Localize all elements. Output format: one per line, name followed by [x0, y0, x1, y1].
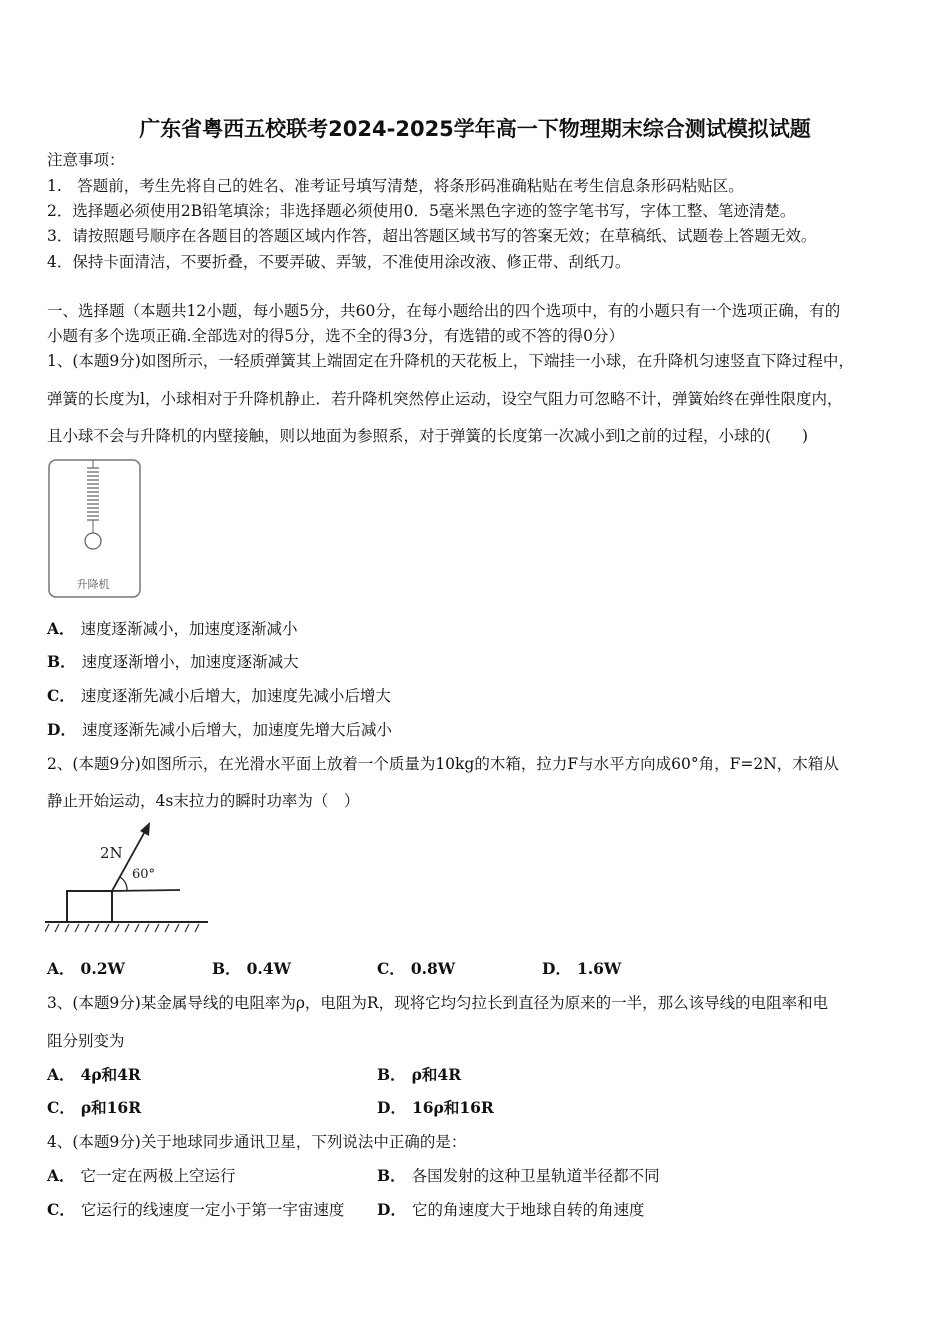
option-c[interactable] [47, 686, 391, 706]
option-text: 速度逐渐减小，加速度逐渐减小 [80, 620, 298, 638]
notice-heading: 注意事项： [47, 151, 125, 169]
question-1-text: 1、(本题9分)如图所示，一轻质弹簧其上端固定在升降机的天花板上，下端挂一小球，在升降机匀速竖直下降过程中， [47, 352, 854, 370]
option-text: 速度逐渐先减小后增大，加速度先减小后增大 [80, 687, 391, 705]
option-text: 0.4W [246, 959, 291, 978]
option-key: B． [47, 652, 76, 671]
option-key: B． [212, 959, 241, 978]
option-text: 0.8W [410, 959, 456, 978]
option-d[interactable] [377, 1098, 494, 1118]
option-key: C． [47, 686, 75, 705]
option-key: B． [377, 1065, 406, 1084]
option-a[interactable] [47, 1065, 141, 1085]
option-key: A． [47, 959, 75, 978]
elevator-spring-figure [47, 458, 143, 600]
question-1-text: 且小球不会与升降机的内壁接触，则以地面为参照系，对于弹簧的长度第一次减小到l之前的过程，小球的( ) [47, 427, 809, 445]
option-key: D． [542, 959, 571, 978]
option-a[interactable] [47, 959, 125, 979]
option-key: A． [47, 1065, 75, 1084]
option-text: 1.6W [576, 959, 622, 978]
option-c[interactable] [47, 1200, 344, 1220]
option-text: 速度逐渐先减小后增大，加速度先增大后减小 [81, 721, 392, 739]
question-1-text: 弹簧的长度为l，小球相对于升降机静止．若升降机突然停止运动，设空气阻力可忽略不计，弹簧始终在弹性限度内， [47, 390, 843, 408]
option-a[interactable] [47, 619, 298, 639]
option-key: D． [377, 1200, 406, 1219]
page-title: 广东省粤西五校联考2024-2025学年高一下物理期末综合测试模拟试题 [139, 117, 811, 141]
option-b[interactable] [212, 959, 291, 979]
option-key: C． [47, 1200, 75, 1219]
question-4-text: 4、(本题9分)关于地球同步通讯卫星，下列说法中正确的是： [47, 1133, 467, 1151]
notice-item: 4．保持卡面清洁，不要折叠，不要弄破、弄皱，不准使用涂改液、修正带、刮纸刀。 [47, 253, 631, 271]
option-b[interactable] [377, 1166, 660, 1186]
box-force-figure [45, 820, 210, 935]
option-d[interactable] [377, 1200, 644, 1220]
notice-item: 1. 答题前，考生先将自己的姓名、准考证号填写清楚，将条形码准确粘贴在考生信息条形码粘贴区。 [47, 177, 744, 195]
option-text: 4ρ和4R [80, 1065, 141, 1084]
option-key: D． [377, 1098, 406, 1117]
section-heading: 一、选择题（本题共12小题，每小题5分，共60分，在每小题给出的四个选项中，有的小题只有一个选项正确，有的 [47, 302, 841, 320]
option-b[interactable] [47, 652, 299, 672]
option-text: ρ和4R [411, 1065, 462, 1084]
option-key: A． [47, 619, 75, 638]
option-key: C． [47, 1098, 75, 1117]
option-text: 它运行的线速度一定小于第一宇宙速度 [80, 1201, 345, 1219]
option-text: ρ和16R [80, 1098, 142, 1117]
option-text: 各国发射的这种卫星轨道半径都不同 [411, 1167, 660, 1185]
option-c[interactable] [377, 959, 455, 979]
question-3-text: 阻分别变为 [47, 1032, 125, 1050]
option-b[interactable] [377, 1065, 461, 1085]
section-heading: 小题有多个选项正确.全部选对的得5分，选不全的得3分，有选错的或不答的得0分） [47, 327, 625, 345]
question-3-text: 3、(本题9分)某金属导线的电阻率为ρ，电阻为R，现将它均匀拉长到直径为原来的一半，那么该导线的电阻率和电 [47, 994, 829, 1012]
angle-label: 60° [132, 867, 156, 882]
option-d[interactable] [542, 959, 621, 979]
option-key: D． [47, 720, 76, 739]
option-a[interactable] [47, 1166, 236, 1186]
figure-label: 升降机 [76, 578, 110, 591]
option-text: 它的角速度大于地球自转的角速度 [411, 1201, 645, 1219]
option-text: 它一定在两极上空运行 [80, 1167, 236, 1185]
option-text: 0.2W [80, 959, 125, 978]
question-2-text: 2、(本题9分)如图所示，在光滑水平面上放着一个质量为10kg的木箱，拉力F与水平方向成60°角，F=2N，木箱从 [47, 755, 839, 773]
notice-item: 3．请按照题号顺序在各题目的答题区域内作答，超出答题区域书写的答案无效；在草稿纸、试题卷上答题无效。 [47, 227, 817, 245]
option-text: 速度逐渐增小，加速度逐渐减大 [81, 653, 299, 671]
notice-item: 2．选择题必须使用2B铅笔填涂；非选择题必须使用0．5毫米黑色字迹的签字笔书写，字体工整、笔迹清楚。 [47, 202, 796, 220]
option-key: A． [47, 1166, 75, 1185]
option-d[interactable] [47, 720, 392, 740]
force-label: 2N [100, 844, 123, 862]
option-c[interactable] [47, 1098, 141, 1118]
option-text: 16ρ和16R [411, 1098, 494, 1117]
option-key: B． [377, 1166, 406, 1185]
option-key: C． [377, 959, 405, 978]
question-2-text: 静止开始运动，4s末拉力的瞬时功率为（ ） [47, 792, 360, 810]
